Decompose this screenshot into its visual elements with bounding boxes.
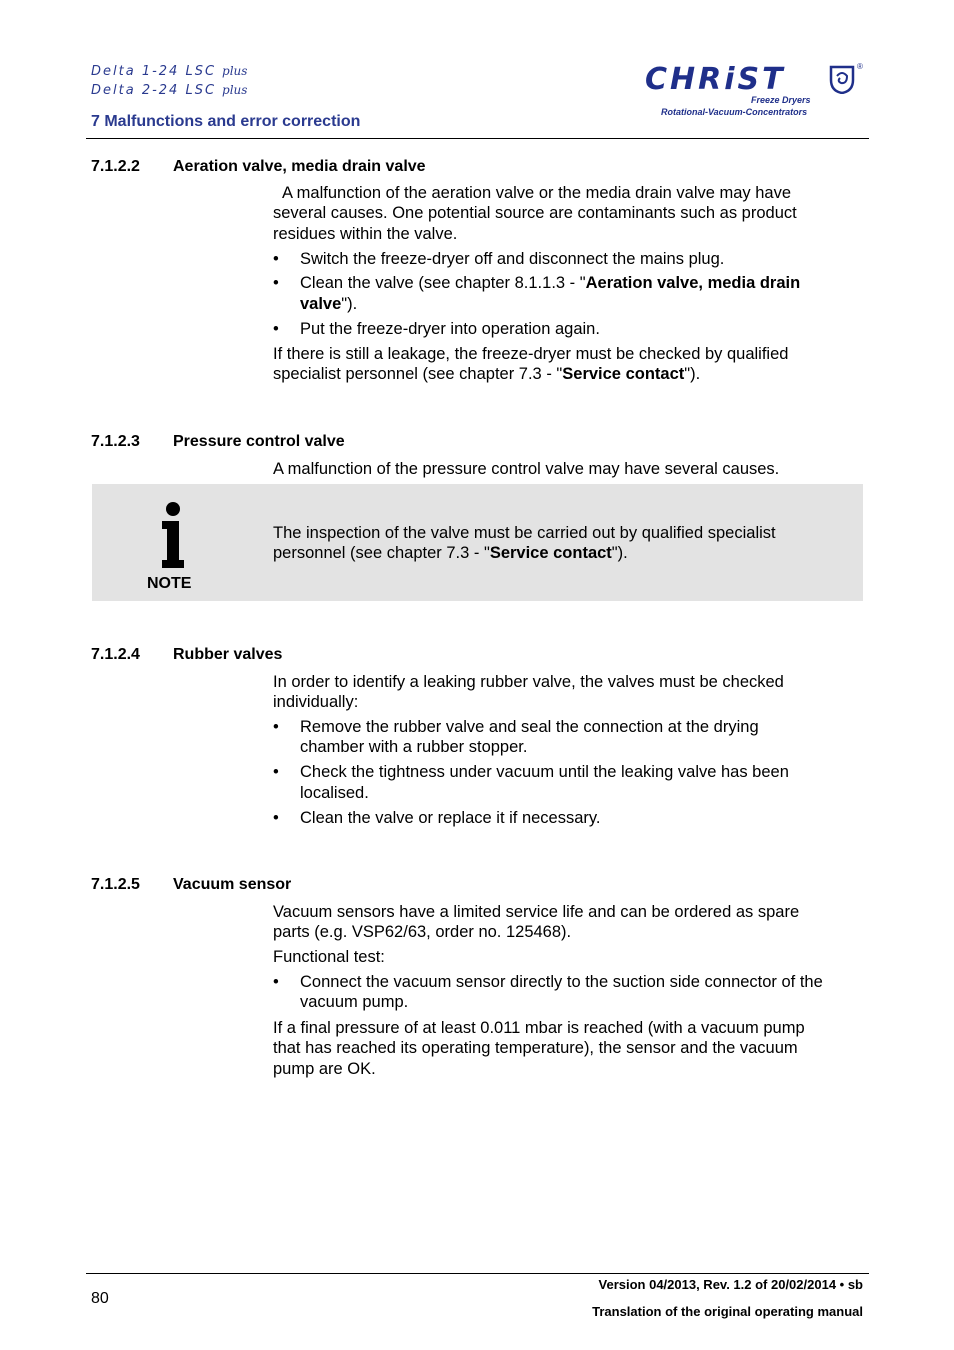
paragraph-line: Functional test: [273,948,385,966]
section-title: Aeration valve, media drain valve [173,158,426,175]
list-item: • Put the freeze-dryer into operation again. [273,320,600,338]
model-name-1: Delta 1-24 LSC plus [91,64,248,79]
page-number: 80 [91,1290,109,1307]
version-info: Version 04/2013, Rev. 1.2 of 20/02/2014 • sb [598,1277,863,1292]
section-title: Pressure control valve [173,433,345,450]
chapter-reference: valve [300,295,342,313]
list-item: • Clean the valve (see chapter 8.1.1.3 - "Aeration valve, media drain valve"). [273,274,801,313]
bullet-icon: • [273,718,279,736]
note-text: personnel (see chapter 7.3 - "Service contact"). [273,544,628,562]
logo-emblem-icon [828,64,856,94]
paragraph-line: If a final pressure of at least 0.011 mbar is reached (with a vacuum pump [273,1019,805,1037]
bullet-icon: • [273,809,279,827]
paragraph-line: A malfunction of the aeration valve or the media drain valve may have [282,184,792,202]
paragraph-line: individually: [273,693,359,711]
model-name-2: Delta 2-24 LSC plus [91,83,248,98]
list-item: • Clean the valve or replace it if necessary. [273,809,601,827]
chapter-reference: Service contact [489,544,612,562]
section-number: 7.1.2.4 [91,646,140,663]
section-number: 7.1.2.3 [91,433,140,450]
translation-note: Translation of the original operating manual [592,1304,863,1319]
note-label: NOTE [147,575,192,592]
list-item: • Switch the freeze-dryer off and disconnect the mains plug. [273,250,725,268]
list-item: • Connect the vacuum sensor directly to the suction side connector of the vacuum pump. [273,973,823,1011]
chapter-title: 7 Malfunctions and error correction [91,113,361,130]
christ-logo [640,60,868,120]
paragraph-line: pump are OK. [273,1060,376,1078]
bullet-icon: • [273,274,279,292]
bullet-icon: • [273,250,279,268]
logo-tagline-1: Freeze Dryers [751,95,811,105]
paragraph-line: several causes. One potential source are contaminants such as product [273,204,797,222]
registered-mark: ® [857,62,863,71]
bullet-icon: • [273,973,279,991]
paragraph-line: If there is still a leakage, the freeze-dryer must be checked by qualified [273,345,789,363]
paragraph-line: residues within the valve. [273,225,458,243]
chapter-reference: Service contact [562,365,685,383]
section-title: Rubber valves [173,646,283,663]
paragraph-line: Vacuum sensors have a limited service life and can be ordered as spare [273,903,800,921]
paragraph-line: specialist personnel (see chapter 7.3 - "Service contact"). [273,365,701,383]
note-box [92,484,863,601]
list-item: • Check the tightness under vacuum until the leaking valve has been localised. [273,763,789,802]
header-rule [86,138,869,139]
note-text: The inspection of the valve must be carried out by qualified specialist [273,524,776,542]
chapter-reference: Aeration valve, media drain [585,274,801,292]
logo-tagline-2: Rotational-Vacuum-Concentrators [661,107,808,117]
paragraph-line: that has reached its operating temperature), the sensor and the vacuum [273,1039,798,1057]
paragraph-line: parts (e.g. VSP62/63, order no. 125468). [273,923,572,941]
paragraph-line: A malfunction of the pressure control valve may have several causes. [273,460,780,478]
footer-rule [86,1273,869,1274]
bullet-icon: • [273,320,279,338]
bullet-icon: • [273,763,279,781]
section-number: 7.1.2.5 [91,876,140,893]
logo-wordmark: CHRiST [645,62,786,97]
list-item: • Remove the rubber valve and seal the connection at the drying chamber with a rubber stopper. [273,718,759,756]
section-number: 7.1.2.2 [91,158,140,175]
section-title: Vacuum sensor [173,876,292,893]
info-i-icon [160,500,186,570]
paragraph-line: In order to identify a leaking rubber valve, the valves must be checked [273,673,784,691]
